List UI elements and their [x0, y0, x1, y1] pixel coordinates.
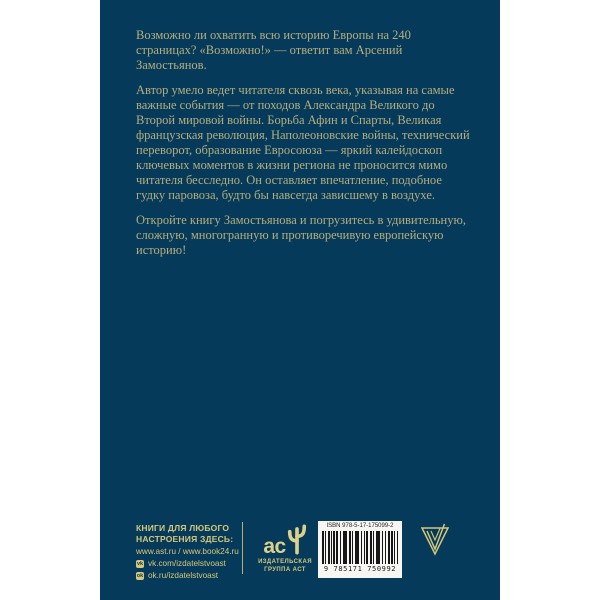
barcode-digits: 9 785171 750992: [323, 565, 397, 573]
ast-logo-text: ас: [263, 535, 286, 559]
book-back-cover: [100, 0, 500, 600]
publisher-caption: ИЗДАТЕЛЬСКАЯ ГРУППА АСТ: [258, 559, 312, 573]
barcode: [318, 521, 402, 578]
publisher-block: [252, 520, 318, 574]
annotation-paragraph-3: Откройте книгу Замостьянова и погрузитесь в удивительную, сложную, многогранную и противоречивую европейскую историю!: [136, 213, 466, 257]
annotation-text: [136, 28, 470, 268]
vk-icon: vk: [136, 560, 144, 567]
isbn-text: ISBN 978-5-17-175099-2: [326, 523, 394, 529]
website-urls: www.ast.ru / www.book24.ru: [136, 547, 239, 556]
footer-divider: [242, 522, 243, 574]
ok-icon: ok: [136, 572, 144, 579]
promo-heading: КНИГИ ДЛЯ ЛЮБОГО НАСТРОЕНИЯ ЗДЕСЬ:: [136, 523, 234, 544]
barcode-bars: [322, 531, 398, 564]
annotation-paragraph-2: Автор умело ведет читателя сквозь века, указывая на самые важные события — от походов Александра Великого до Второй мировой войны. Борьба Афин и Спарты, Великая французская революция, Наполеоновские войны, технический переворот, образование Евросоюза — яркий калейдоскоп ключевых моментов в жизни региона не проносится мимо читателя бесследно. Он оставляет впечатление, подобное гудку паровоза, будто бы навсегда зависшему в воздухе.: [136, 83, 470, 202]
ok-url: ok.ru/izdatelstvoast: [148, 571, 219, 580]
ast-logo: [252, 520, 318, 559]
vk-url: vk.com/izdatelstvoast: [148, 559, 226, 568]
annotation-paragraph-1: Возможно ли охватить всю историю Европы на 240 страницах? «Возможно!» — ответит вам Арсений Замостьянов.: [136, 28, 411, 72]
v-triangle-logo: [420, 522, 450, 556]
promo-block: [136, 523, 240, 580]
footer: [136, 518, 488, 580]
ast-person-icon: [287, 522, 307, 556]
ok-line: [136, 571, 240, 580]
vk-line: [136, 559, 240, 568]
